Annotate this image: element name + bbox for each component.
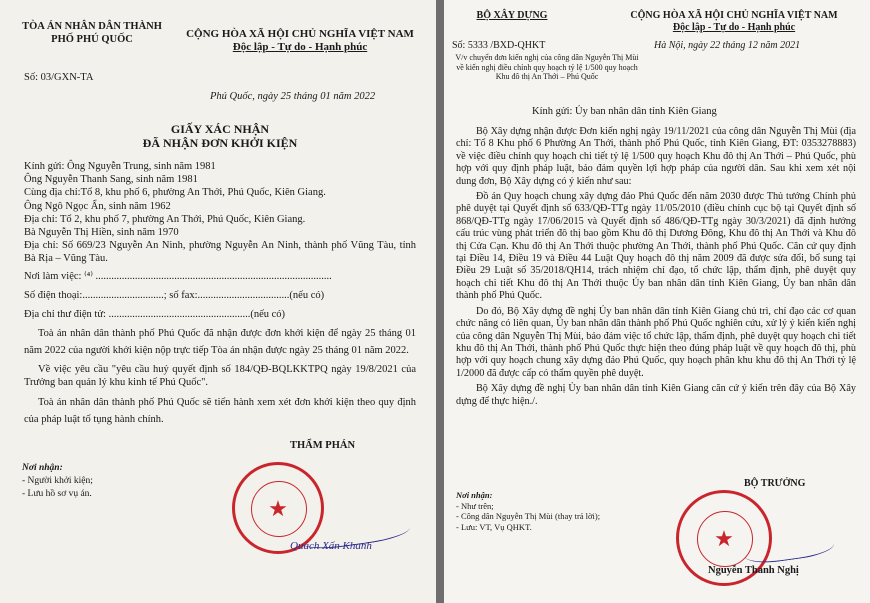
republic-header [170, 28, 430, 54]
body-paragraph: Bộ Xây dựng đề nghị Ủy ban nhân dân tỉnh Kiên Giang căn cứ ý kiến trên đây của Bộ Xây dựng để thực hiện./. [456, 383, 856, 407]
ministry-seal-icon: ★ [676, 490, 772, 586]
motto: Độc lập - Tự do - Hạnh phúc [672, 22, 796, 33]
body-line: Số điện thoại:...............................; số fax:...................................(nếu có) [24, 289, 325, 301]
body-paragraph: Do đó, Bộ Xây dựng đề nghị Ủy ban nhân dân tỉnh Kiên Giang chủ trì, chỉ đạo các cơ quan chức năng có liên quan, Ủy ban nhân dân thành phố Phú Quốc nghiên cứu, xử lý ý kiến kiến nghị của công dân Nguyễn Thị Mùi, bảo đảm việc tổ chức lập, thẩm định, phê duyệt quy hoạch chi tiết khu đô thị An Thới, thành phố Phú Quốc thực hiện theo đúng pháp luật về quy hoạch đô thị, phù hợp với quy hoạch chung xây dựng đảo Phú Quốc, quy hoạch phân khu khu đô thị An Thới tỷ lệ 1/2000 đã được cấp có thẩm quyền phê duyệt. [456, 305, 856, 379]
title-line-1: GIẤY XÁC NHẬN [170, 122, 270, 136]
recipient-item: - Như trên; [456, 500, 494, 511]
document-number: Số: 5333 /BXD-QHKT [452, 40, 546, 51]
republic-title: CỘNG HÒA XÃ HỘI CHỦ NGHĨA VIỆT NAM [630, 10, 838, 21]
recipient-item: - Người khởi kiện; [22, 476, 93, 486]
ministry-letter-document [444, 0, 870, 603]
body-line: Ông Nguyễn Thanh Sang, sinh năm 1981 [24, 174, 198, 186]
recipient-item: - Công dân Nguyễn Thị Mùi (thay trả lời); [456, 511, 601, 521]
body-line: Địa chỉ: Tổ 2, khu phố 7, phường An Thới, Phú Quốc, Kiên Giang. [24, 213, 306, 225]
document-date: Phú Quốc, ngày 25 tháng 01 năm 2022 [210, 91, 376, 102]
document-number: Số: 03/GXN-TA [24, 72, 94, 83]
body-line: Nơi làm việc: ⁽⁴⁾ .......................................................................................... [24, 270, 332, 282]
signer-name: Nguyễn Thanh Nghị [708, 565, 799, 576]
document-body [456, 126, 856, 411]
signer-title: THẨM PHÁN [290, 440, 356, 451]
recipient-item: - Lưu hồ sơ vụ án. [22, 489, 92, 499]
body-line: Kính gửi: Ông Nguyễn Trung, sinh năm 1981 [24, 161, 216, 172]
court-seal-icon: ★ [232, 462, 324, 554]
document-date: Hà Nội, ngày 22 tháng 12 năm 2021 [654, 40, 801, 51]
body-paragraph: Bộ Xây dựng nhận được Đơn kiến nghị ngày 19/11/2021 của công dân Nguyễn Thị Mùi (địa chỉ: Tổ 8 Khu phố 6 Phường An Thới, thành phố Phú Quốc, tỉnh Kiên Giang, ĐT: 0353278883) về việc điều chỉnh quy hoạch chi tiết tỷ lệ 1/500 quy hoạch Khu đô thị An Thới – Phú Quốc, phù hợp với quy định pháp luật, bảo đảm quyền lợi hợp pháp của người dân. Sau khi xem xét nội dung đơn, Bộ Xây dựng có ý kiến như sau: [456, 126, 856, 187]
republic-title: CỘNG HÒA XÃ HỘI CHỦ NGHĨA VIỆT NAM [186, 28, 414, 40]
republic-header [604, 10, 864, 34]
body-line: Địa chỉ thư điện tử: ......................................................(nếu có) [24, 309, 286, 321]
recipients-block [22, 462, 93, 501]
body-line: Bà Nguyễn Thị Hiền, sinh năm 1970 [24, 227, 179, 239]
body-line: Ông Ngô Ngọc Ẩn, sinh năm 1962 [24, 200, 171, 212]
recipient-item: - Lưu: VT, Vụ QHKT. [456, 521, 532, 532]
document-title [60, 122, 380, 150]
body-line: Địa chỉ: Số 669/23 Nguyễn An Ninh, phường Nguyễn An Ninh, thành phố Vũng Tàu, tỉnh Bà Rịa – Vũng Tàu. [24, 240, 416, 265]
body-paragraph: Toà án nhân dân thành phố Phú Quốc sẽ tiến hành xem xét đơn khởi kiện theo quy định của pháp luật tố tụng hành chính. [24, 396, 416, 425]
body-paragraph: Toà án nhân dân thành phố Phú Quốc đã nhận được đơn khởi kiện để ngày 25 tháng 01 năm 2022 của người khởi kiện nộp trực tiếp Tòa án nhận được ngày 25 tháng 01 năm 2022. [24, 328, 416, 357]
recipients-title: Nơi nhận: [456, 490, 493, 500]
court-name: TÒA ÁN NHÂN DÂN THÀNH PHỐ PHÚ QUỐC [22, 21, 162, 45]
body-paragraph: Đồ án Quy hoạch chung xây dựng đảo Phú Quốc đến năm 2030 được Thủ tướng Chính phủ phê duyệt tại Quyết định số 633/QĐ-TTg ngày 11/05/2010 (điều chỉnh cục bộ tại Quyết định số 868/QĐ-TTg ngày 17/06/2015 và Quyết định số 486/QĐ-TTg ngày 30/3/2021) đã định hướng cấu trúc vùng phát triển đô thị bao gồm Khu đô thị Dương Đông, Khu đô thị An Thới và Khu đô thị Cửa Cạn. Khu đô thị An Thới thuộc phường An Thới, thành phố Phú Quốc. Căn cứ quy định tại Điều 14, Điều 19 và Điều 44 Luật Quy hoạch đô thị năm 2009 đã được sửa đổi, bổ sung tại Điều 29 Luật số 35/2018/QH14, trách nhiệm chỉ đạo, tổ chức lập, thẩm định, phê duyệt quy hoạch chi tiết Khu đô thị An Thới thuộc Ủy ban nhân dân tỉnh Kiên Giang, Ủy ban nhân dân thành phố Phú Quốc. [456, 191, 856, 302]
recipients-title: Nơi nhận: [22, 463, 63, 473]
title-line-2: ĐÃ NHẬN ĐƠN KHỞI KIỆN [142, 136, 298, 150]
body-line: Cùng địa chỉ:Tổ 8, khu phố 6, phường An Thới, Phú Quốc, Kiên Giang. [24, 187, 326, 199]
signer-name: Quách Xấn Khanh [290, 540, 372, 552]
addressee: Kính gửi: Ủy ban nhân dân tỉnh Kiên Giang [532, 106, 717, 117]
signer-title: BỘ TRƯỞNG [744, 478, 806, 489]
document-body [24, 160, 416, 428]
ministry-name: BỘ XÂY DỰNG [476, 10, 548, 21]
recipients-block [456, 490, 600, 532]
motto: Độc lập - Tự do - Hạnh phúc [232, 41, 368, 53]
body-paragraph: Về việc yêu cầu "yêu cầu huỷ quyết định số 184/QĐ-BQLKKTPQ ngày 19/8/2021 của Trưởng ban quản lý khu kinh tế Phú Quốc". [24, 364, 416, 389]
document-subject: V/v chuyển đơn kiến nghị của công dân Nguyễn Thị Mùi về kiến nghị điều chỉnh quy hoạch tỷ lệ 1/500 quy hoạch Khu đô thị An Thới – Phú Quốc [455, 53, 639, 81]
